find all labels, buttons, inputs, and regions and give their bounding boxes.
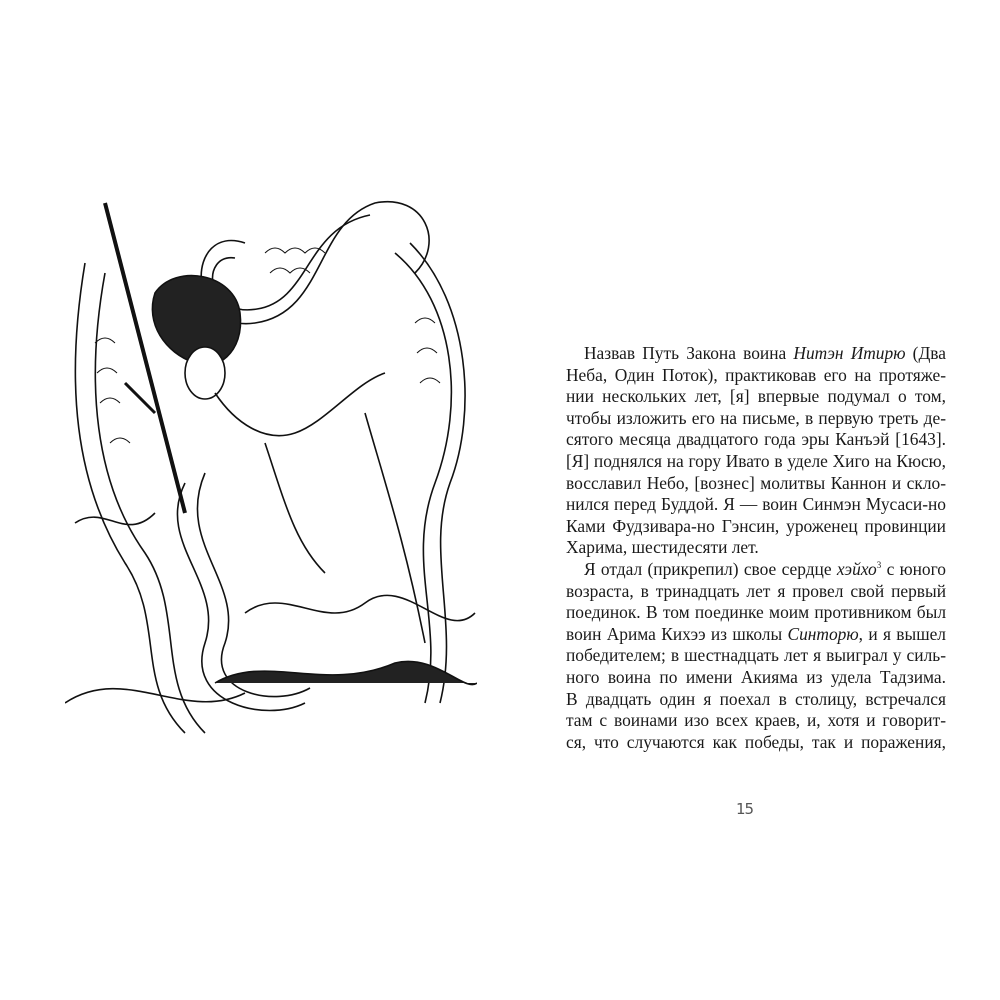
text-span: В двадцать один я поехал в столицу, встречался [566, 688, 946, 709]
text-span: ного воина по имени Акияма из удела Тадзима. [566, 666, 946, 687]
text-span: воин Арима Кихээ из школы [566, 623, 788, 644]
text-span: восславил Небо, [вознес] молитвы Каннон и скло- [566, 472, 946, 493]
text-line [566, 516, 946, 538]
text-line [566, 624, 946, 646]
text-line [566, 365, 946, 387]
text-line [566, 537, 946, 559]
text-line [566, 473, 946, 495]
warrior-dragon-illustration [65, 183, 477, 743]
italic-term: Нитэн Итирю [793, 343, 906, 363]
text-span: чтобы изложить его на письме, в первую треть де- [566, 407, 946, 428]
text-line [566, 581, 946, 603]
text-span: ся, что случаются как победы, так и поражения, [566, 731, 946, 752]
text-line [566, 645, 946, 667]
text-line [566, 429, 946, 451]
text-line [566, 559, 946, 581]
text-span: возраста, в тринадцать лет я провел свой первый [566, 580, 946, 601]
text-span: (Два [905, 343, 947, 363]
text-line [566, 343, 946, 365]
text-line [566, 710, 946, 732]
text-span: нии нескольких лет, [я] впервые подумал о том, [566, 386, 946, 407]
text-span: с юного [881, 558, 946, 579]
text-span: там с воинами изо всех краев, и, хотя и говорит- [566, 710, 946, 731]
text-span: Ками Фудзивара-но Гэнсин, уроженец провинции [566, 515, 946, 536]
italic-term: Синторю [787, 623, 859, 644]
text-span: поединок. В том поединке моим противником был [566, 602, 946, 623]
text-span: победителем; в шестнадцать лет я выиграл у силь- [566, 645, 946, 666]
body-text [566, 343, 946, 753]
text-span: Я отдал (прикрепил) свое сердце [584, 558, 837, 579]
text-line [566, 408, 946, 430]
text-span: Неба, Один Поток), практиковав его на протяже- [566, 364, 946, 385]
text-span: сятого месяца двадцатого года эры Канъэй [1643]. [566, 429, 946, 450]
text-line [566, 386, 946, 408]
text-span: Назвав Путь Закона воина [584, 343, 794, 363]
text-line [566, 602, 946, 624]
text-line [566, 689, 946, 711]
footnote-marker: 3 [876, 560, 882, 571]
text-span: , и я вышел [858, 623, 946, 644]
dragon-coils [75, 202, 465, 733]
text-line [566, 667, 946, 689]
italic-term: хэйхо [836, 558, 877, 579]
scale-pattern [95, 248, 440, 443]
text-span: Харима, шестидесяти лет. [566, 537, 759, 558]
text-line [566, 451, 946, 473]
text-span: нился перед Буддой. Я — воин Синмэн Мусаси-но [566, 494, 946, 515]
text-span: [Я] поднялся на гору Ивато в уделе Хиго на Кюсю, [566, 450, 946, 471]
warrior-figure [105, 203, 425, 643]
waves [65, 513, 477, 703]
text-line [566, 494, 946, 516]
page-number: 15 [736, 800, 754, 818]
text-line [566, 732, 946, 754]
